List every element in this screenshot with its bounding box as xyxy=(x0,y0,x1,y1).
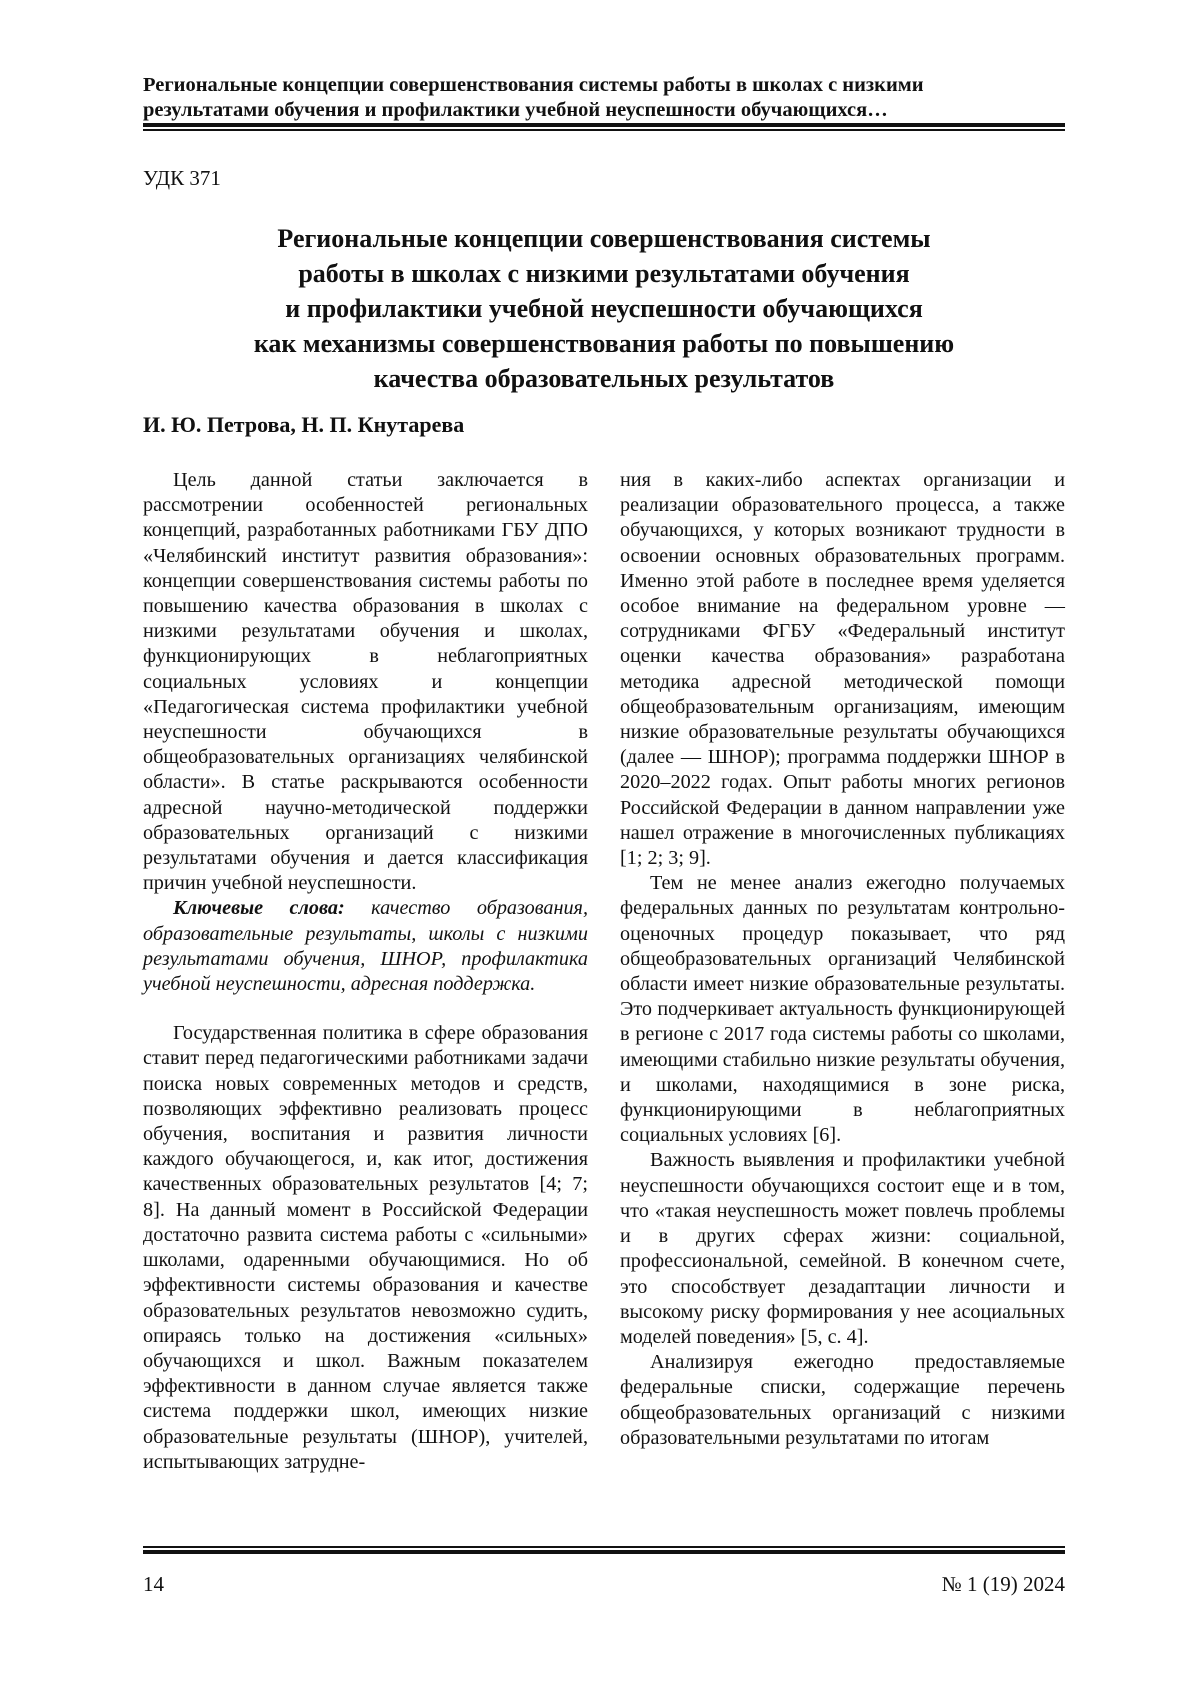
left-column xyxy=(143,468,588,1475)
footer-rule-thin xyxy=(143,1546,1065,1548)
article-title xyxy=(143,221,1065,396)
running-head-line-2: результатами обучения и профилактики учебной неуспешности обучающихся… xyxy=(143,99,888,121)
udc-code: УДК 371 xyxy=(143,166,221,190)
right-column xyxy=(620,468,1065,1451)
keywords xyxy=(143,896,588,997)
footer-rule-thick xyxy=(143,1550,1065,1554)
authors: И. Ю. Петрова, Н. П. Кнутарева xyxy=(143,412,465,437)
issue-number: № 1 (19) 2024 xyxy=(941,1572,1065,1596)
body-paragraph: ния в каких-либо аспектах организации и реализации образовательного процесса, а также обучающихся, у которых возникают трудности в освоении основных образовательных программ. Именно этой работе в последнее время уделяется особое внимание на федеральном уровне — сотрудниками ФГБУ «Федеральный институт оценки качества образования» разработана методика адресной методической помощи общеобразовательным организациям, имеющим низкие образовательные результаты обучающихся (далее — ШНОР); программа поддержки ШНОР в 2020–2022 годах. Опыт работы многих регионов Российской Федерации в данном направлении уже нашел отражение в многочисленных публикациях [1; 2; 3; 9]. xyxy=(620,469,1065,870)
body-paragraph: Государственная политика в сфере образования ставит перед педагогическими работниками задачи поиска новых современных методов и средств, позволяющих эффективно реализовать процесс обучения, воспитания и развития личности каждого обучающегося, и, как итог, достижения качественных образовательных результатов [4; 7; 8]. На данный момент в Российской Федерации достаточно развита система работы с «сильными» школами, одаренными обучающимися. Но об эффективности системы образования и качестве образовательных результатов невозможно судить, опираясь только на достижения «сильных» обучающихся и школ. Важным показателем эффективности в данном случае является также система поддержки школ, имеющих низкие образовательные результаты (ШНОР), учителей, испытывающих затрудне- xyxy=(143,1022,588,1473)
header-rule-thick xyxy=(143,123,1065,127)
keywords-label: Ключевые слова: xyxy=(173,897,345,920)
running-head xyxy=(143,73,1065,123)
title-line: Региональные концепции совершенствования системы xyxy=(277,224,931,253)
body-paragraph: Важность выявления и профилактики учебной неуспешности обучающихся состоит еще и в том, что «такая неуспешность может повлечь проблемы и в других сферах жизни: социальной, профессиональной, семейной. В конечном счете, это способствует дезадаптации личности и высокому риску формирования у нее асоциальных моделей поведения» [5, с. 4]. xyxy=(620,1149,1065,1348)
title-line: работы в школах с низкими результатами обучения xyxy=(298,259,910,288)
running-head-line-1: Региональные концепции совершенствования системы работы в школах с низкими xyxy=(143,74,924,96)
title-line: качества образовательных результатов xyxy=(373,364,835,393)
page-number: 14 xyxy=(143,1572,164,1596)
title-line: и профилактики учебной неуспешности обучающихся xyxy=(285,294,923,323)
header-rule-thin xyxy=(143,129,1065,131)
section-gap xyxy=(143,997,588,1021)
body-paragraph: Анализируя ежегодно предоставляемые федеральные списки, содержащие перечень общеобразовательных организаций с низкими образовательными результатами по итогам xyxy=(620,1351,1065,1449)
body-paragraph: Тем не менее анализ ежегодно получаемых федеральных данных по результатам контрольно-оценочных процедур показывает, что ряд общеобразовательных организаций Челябинской области имеет низкие образовательные результаты. Это подчеркивает актуальность функционирующей в регионе с 2017 года системы работы со школами, имеющими стабильно низкие результаты обучения, и школами, находящимися в зоне риска, функционирующими в неблагоприятных социальных условиях [6]. xyxy=(620,872,1065,1147)
title-line: как механизмы совершенствования работы по повышению xyxy=(253,329,955,358)
keywords-text: качество образования, образовательные результаты, школы с низкими результатами обучения, ШНОР, профилактика учебной неуспешности, адресная поддержка. xyxy=(143,897,588,996)
abstract: Цель данной статьи заключается в рассмотрении особенностей региональных концепций, разработанных работниками ГБУ ДПО «Челябинский институт развития образования»: концепции совершенствования системы работы по повышению качества образования в школах с низкими результатами обучения и школах, функционирующих в неблагоприятных социальных условиях и концепции «Педагогическая система профилактики учебной неуспешности обучающихся в общеобразовательных организациях челябинской области». В статье раскрываются особенности адресной научно-методической поддержки образовательных организаций с низкими результатами обучения и дается классификация причин учебной неуспешности. xyxy=(143,469,588,895)
